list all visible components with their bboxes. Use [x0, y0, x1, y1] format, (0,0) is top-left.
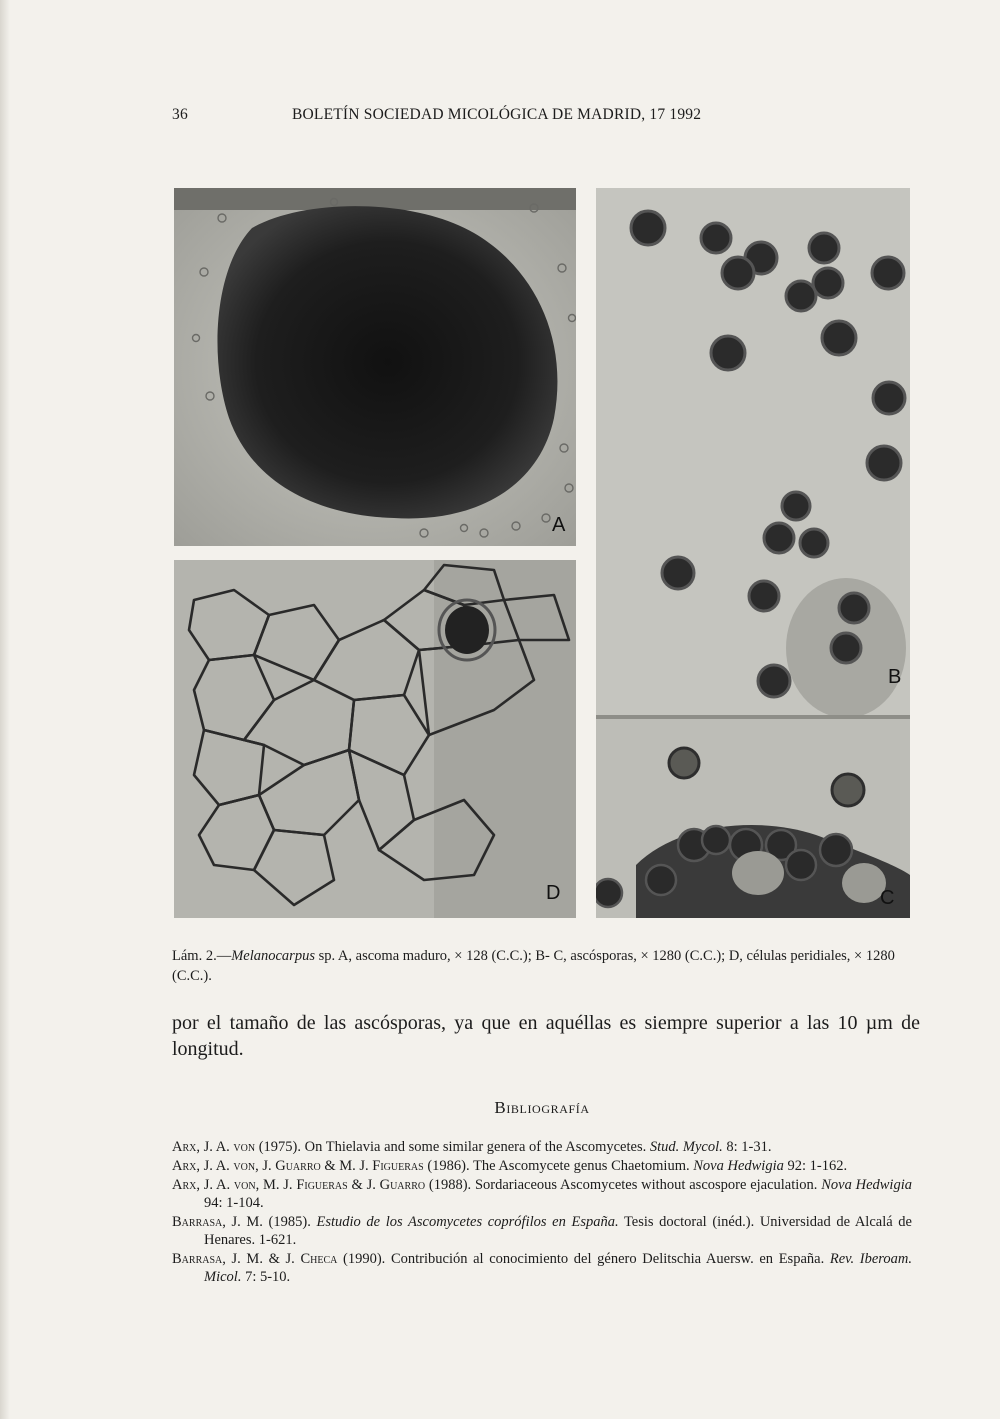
ref-authors: Barrasa, J. M. & J. Checa: [172, 1251, 338, 1267]
reference-list: [172, 1138, 912, 1287]
reference-item: [172, 1157, 912, 1175]
figure-caption: [172, 946, 932, 986]
ref-journal: Nova Hedwigia: [693, 1158, 784, 1174]
caption-genus: Melanocarpus: [231, 948, 315, 964]
ref-journal: Estudio de los Ascomycetes coprófilos en España.: [316, 1214, 619, 1230]
ref-tail: 8: 1-31.: [722, 1139, 772, 1155]
caption-prefix: Lám. 2.—: [172, 948, 232, 964]
figure-plate: [174, 188, 910, 920]
page-number: 36: [172, 106, 188, 123]
panel-b-ascospores-photo: [596, 188, 910, 715]
panel-a-label: A: [552, 514, 566, 536]
panel-c-ascospores-photo: [596, 715, 910, 918]
ref-journal: Nova Hedwigia: [821, 1177, 912, 1193]
panel-b-label: B: [888, 666, 902, 688]
ref-text: (1986). The Ascomycete genus Chaetomium.: [423, 1158, 694, 1174]
ref-tail: 7: 5-10.: [241, 1269, 291, 1285]
reference-item: [172, 1213, 912, 1249]
ref-authors: Arx, J. A. von: [172, 1139, 256, 1155]
ref-tail: 94: 1-104.: [204, 1195, 264, 1211]
ref-tail: Tesis doctoral (inéd.). Universidad de Alcalá de Henares. 1-621.: [204, 1214, 912, 1248]
peridial-cells-micrograph: [174, 560, 576, 918]
bibliography-heading: Bibliografía: [494, 1098, 590, 1117]
journal-title: BOLETÍN SOCIEDAD MICOLÓGICA DE MADRID, 17 1992: [292, 106, 702, 123]
ascospores-micrograph-c: [596, 715, 910, 918]
ref-text: (1988). Sordariaceous Ascomycetes without ascospore ejaculation.: [425, 1177, 822, 1193]
ref-authors: Arx, J. A. von, J. Guarro & M. J. Figueras: [172, 1158, 424, 1174]
ref-text: (1990). Contribución al conocimiento del género Delitschia Auersw. en España.: [337, 1251, 830, 1267]
body-paragraph: por el tamaño de las ascósporas, ya que en aquéllas es siempre superior a las 10 µm de longitud.: [172, 1012, 920, 1060]
panel-c-label: C: [880, 887, 895, 909]
ref-text: (1975). On Thielavia and some similar genera of the Ascomycetes.: [255, 1139, 650, 1155]
ref-authors: Barrasa, J. M.: [172, 1214, 263, 1230]
ref-journal: Stud. Mycol.: [649, 1139, 723, 1155]
ref-text: (1985).: [262, 1214, 317, 1230]
ref-authors: Arx, J. A. von, M. J. Figueras & J. Guarro: [172, 1177, 426, 1193]
ascoma-micrograph: [174, 188, 576, 546]
panel-d-peridial-cells-photo: [174, 560, 576, 918]
reference-item: [172, 1138, 912, 1156]
panel-a-ascoma-photo: [174, 188, 576, 546]
ref-journal: Rev. Iberoam. Micol.: [204, 1251, 912, 1285]
page-edge: [0, 0, 10, 1419]
reference-item: [172, 1250, 912, 1286]
caption-text: sp. A, ascoma maduro, × 128 (C.C.); B- C, ascósporas, × 1280 (C.C.); D, células peridiales, × 1280 (C.C.).: [172, 948, 895, 984]
panel-d-label: D: [546, 882, 561, 904]
ascospores-micrograph-b: [596, 188, 910, 715]
ref-tail: 92: 1-162.: [783, 1158, 848, 1174]
reference-item: [172, 1176, 912, 1212]
